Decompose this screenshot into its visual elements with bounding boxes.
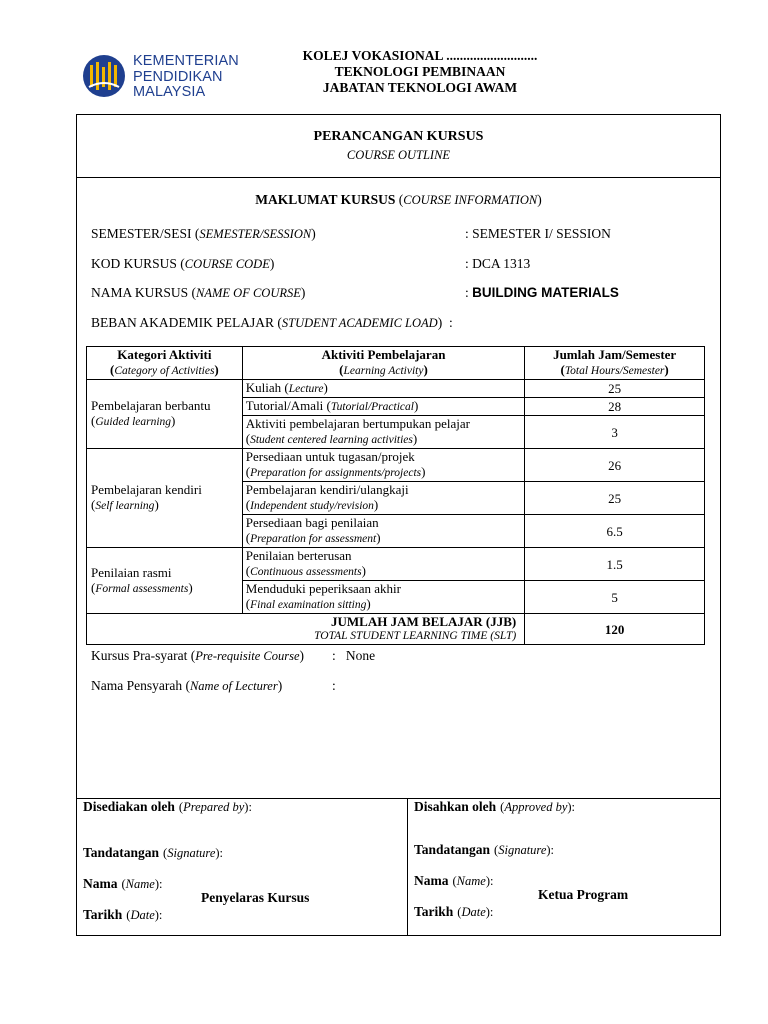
outline-subtitle: COURSE OUTLINE — [346, 148, 451, 162]
total-label-main: JUMLAH JAM BELAJAR (JJB) — [331, 614, 517, 629]
prepared-date-label: Tarikh (Date): — [83, 907, 163, 922]
activity-sub: Preparation for assignments/projects — [250, 467, 422, 479]
approved-role: Ketua Program — [538, 887, 629, 902]
logo-line-1: KEMENTERIAN — [133, 53, 239, 69]
table-header-row — [87, 347, 705, 380]
ministry-emblem-icon — [79, 53, 129, 99]
academic-load-table — [86, 346, 705, 645]
activity-cell: Tutorial/Amali (Tutorial/Practical) — [242, 398, 524, 416]
activity-sub: Final examination sitting — [250, 599, 367, 611]
date-en: Date — [461, 905, 486, 919]
course-name-label-main: NAMA KURSUS — [91, 285, 189, 300]
activity-cell: Pembelajaran kendiri/ulangkaji (Independent study/revision) — [242, 482, 524, 515]
logo-line-2: PENDIDIKAN — [133, 68, 223, 85]
course-info-heading-en: COURSE INFORMATION — [403, 193, 538, 207]
table-row — [87, 548, 705, 581]
header-category: Kategori Aktiviti (Category of Activities) — [87, 347, 243, 380]
lecturer-label-main: Nama Pensyarah — [91, 678, 183, 693]
category-guided-learning: Pembelajaran berbantu (Guided learning) — [87, 380, 243, 449]
table-row — [87, 449, 705, 482]
course-name-label: NAMA KURSUS (NAME OF COURSE) — [91, 285, 306, 300]
header-hours-sub: Total Hours/Semester — [564, 365, 665, 377]
semester-label-main: SEMESTER/SESI — [91, 226, 192, 241]
approved-name-label: Nama (Name): — [414, 873, 494, 888]
semester-value: : SEMESTER I/ SESSION — [465, 226, 611, 241]
activity-main: Kuliah — [245, 380, 282, 395]
academic-load-label-en: STUDENT ACADEMIC LOAD — [281, 316, 438, 330]
header-hours: Jumlah Jam/Semester (Total Hours/Semester) — [525, 347, 705, 380]
header-category-main: Kategori Aktiviti — [117, 347, 212, 362]
category-main: Pembelajaran berbantu — [91, 398, 211, 413]
header-college: KOLEJ VOKASIONAL ........................... — [302, 48, 538, 63]
header-department-1: TEKNOLOGI PEMBINAAN — [334, 64, 506, 79]
category-self-learning: Pembelajaran kendiri (Self learning) — [87, 449, 243, 548]
total-label-cell — [87, 614, 525, 645]
signature-en: Signature — [167, 846, 216, 860]
activity-sub: Independent study/revision — [250, 500, 374, 512]
table-row — [87, 380, 705, 398]
activity-sub: Preparation for assessment — [250, 533, 377, 545]
hours-cell: 25 — [525, 380, 705, 398]
category-sub: Guided learning — [95, 416, 172, 428]
lecturer-label-en: Name of Lecturer — [189, 679, 278, 693]
activity-cell: Menduduki peperiksaan akhir (Final examination sitting) — [242, 581, 524, 614]
course-name-label-en: NAME OF COURSE — [196, 286, 301, 300]
prerequisite-label: Kursus Pra-syarat (Pre-requisite Course) — [91, 648, 305, 663]
activity-main: Persediaan untuk tugasan/projek — [245, 449, 415, 464]
total-hours-cell: 120 — [525, 614, 705, 645]
hours-cell: 5 — [525, 581, 705, 614]
name-en: Name — [456, 874, 486, 888]
approved-by-label: Disahkan oleh (Approved by): — [414, 799, 576, 814]
course-code-label-en: COURSE CODE — [184, 257, 270, 271]
hours-cell: 1.5 — [525, 548, 705, 581]
activity-cell: Persediaan untuk tugasan/projek (Preparation for assignments/projects) — [242, 449, 524, 482]
activity-sub: Lecture — [288, 383, 324, 395]
signature-main: Tandatangan — [83, 845, 160, 860]
total-label-sub: TOTAL STUDENT LEARNING TIME (SLT) — [314, 630, 517, 642]
prerequisite-label-en: Pre-requisite Course — [195, 649, 300, 663]
academic-load-label: BEBAN AKADEMIK PELAJAR (STUDENT ACADEMIC LOAD) : — [91, 315, 453, 330]
prepared-role: Penyelaras Kursus — [201, 890, 310, 905]
lecturer-label: Nama Pensyarah (Name of Lecturer) — [91, 678, 283, 693]
header-activity-main: Aktiviti Pembelajaran — [321, 347, 446, 362]
prepared-by-en: Prepared by — [183, 800, 245, 814]
approved-date-label: Tarikh (Date): — [414, 904, 494, 919]
activity-main: Aktiviti pembelajaran bertumpukan pelajar — [245, 416, 470, 431]
name-en: Name — [125, 877, 155, 891]
prepared-signature-label: Tandatangan (Signature): — [83, 845, 224, 860]
date-main: Tarikh — [83, 907, 123, 922]
semester-label-en: SEMESTER/SESSION — [199, 227, 312, 241]
date-main: Tarikh — [414, 904, 454, 919]
category-formal-assessments: Penilaian rasmi (Formal assessments) — [87, 548, 243, 614]
header-activity-sub: Learning Activity — [343, 365, 424, 377]
approved-by-main: Disahkan oleh — [414, 799, 497, 814]
course-info-heading: MAKLUMAT KURSUS (COURSE INFORMATION) — [255, 192, 542, 207]
activity-sub: Tutorial/Practical — [330, 401, 414, 413]
prepared-name-label: Nama (Name): — [83, 876, 163, 891]
activity-main: Menduduki peperiksaan akhir — [245, 581, 401, 596]
activity-cell: Aktiviti pembelajaran bertumpukan pelajar (Student centered learning activities) — [242, 416, 524, 449]
prerequisite-label-main: Kursus Pra-syarat — [91, 648, 188, 663]
prepared-by-main: Disediakan oleh — [83, 799, 175, 814]
prepared-by-label: Disediakan oleh (Prepared by): — [83, 799, 252, 814]
name-main: Nama — [83, 876, 118, 891]
activity-cell: Persediaan bagi penilaian (Preparation for assessment) — [242, 515, 524, 548]
activity-sub: Student centered learning activities — [250, 434, 413, 446]
hours-cell: 3 — [525, 416, 705, 449]
course-code-label-main: KOD KURSUS — [91, 256, 177, 271]
category-sub: Self learning — [95, 500, 155, 512]
course-code-value: : DCA 1313 — [465, 256, 531, 271]
course-name-text: BUILDING MATERIALS — [472, 285, 619, 300]
category-main: Penilaian rasmi — [91, 564, 172, 580]
semester-label: SEMESTER/SESI (SEMESTER/SESSION) — [91, 226, 316, 241]
category-main: Pembelajaran kendiri — [91, 482, 202, 497]
activity-main: Tutorial/Amali — [245, 398, 324, 413]
prerequisite-value: : None — [332, 648, 376, 663]
hours-cell: 28 — [525, 398, 705, 416]
course-code-label: KOD KURSUS (COURSE CODE) — [91, 256, 275, 271]
hours-cell: 6.5 — [525, 515, 705, 548]
activity-main: Penilaian berterusan — [245, 548, 352, 563]
activity-main: Persediaan bagi penilaian — [245, 515, 379, 530]
logo-line-3: MALAYSIA — [133, 84, 206, 100]
header-activity: Aktiviti Pembelajaran (Learning Activity) — [242, 347, 524, 380]
activity-sub: Continuous assessments — [250, 566, 362, 578]
lecturer-value: : — [332, 678, 336, 693]
hours-cell: 25 — [525, 482, 705, 515]
signature-main: Tandatangan — [414, 842, 491, 857]
signature-en: Signature — [498, 843, 547, 857]
hours-cell: 26 — [525, 449, 705, 482]
table-total-row — [87, 614, 705, 645]
course-info-heading-main: MAKLUMAT KURSUS — [255, 192, 396, 207]
signature-column-divider — [407, 798, 408, 935]
date-en: Date — [130, 908, 155, 922]
header-hours-main: Jumlah Jam/Semester — [553, 347, 677, 362]
activity-main: Pembelajaran kendiri/ulangkaji — [245, 482, 409, 497]
logo-wordmark — [133, 54, 239, 101]
approved-by-en: Approved by — [504, 800, 568, 814]
category-sub: Formal assessments — [95, 582, 189, 595]
header-category-sub: Category of Activities — [114, 365, 215, 377]
header-department-2: JABATAN TEKNOLOGI AWAM — [322, 80, 518, 95]
approved-signature-label: Tandatangan (Signature): — [414, 842, 555, 857]
academic-load-label-main: BEBAN AKADEMIK PELAJAR — [91, 315, 275, 330]
activity-cell: Kuliah (Lecture) — [242, 380, 524, 398]
activity-cell: Penilaian berterusan (Continuous assessments) — [242, 548, 524, 581]
outline-title: PERANCANGAN KURSUS — [313, 129, 484, 144]
name-main: Nama — [414, 873, 449, 888]
course-name-value: : BUILDING MATERIALS — [465, 285, 619, 300]
title-divider — [77, 177, 720, 178]
